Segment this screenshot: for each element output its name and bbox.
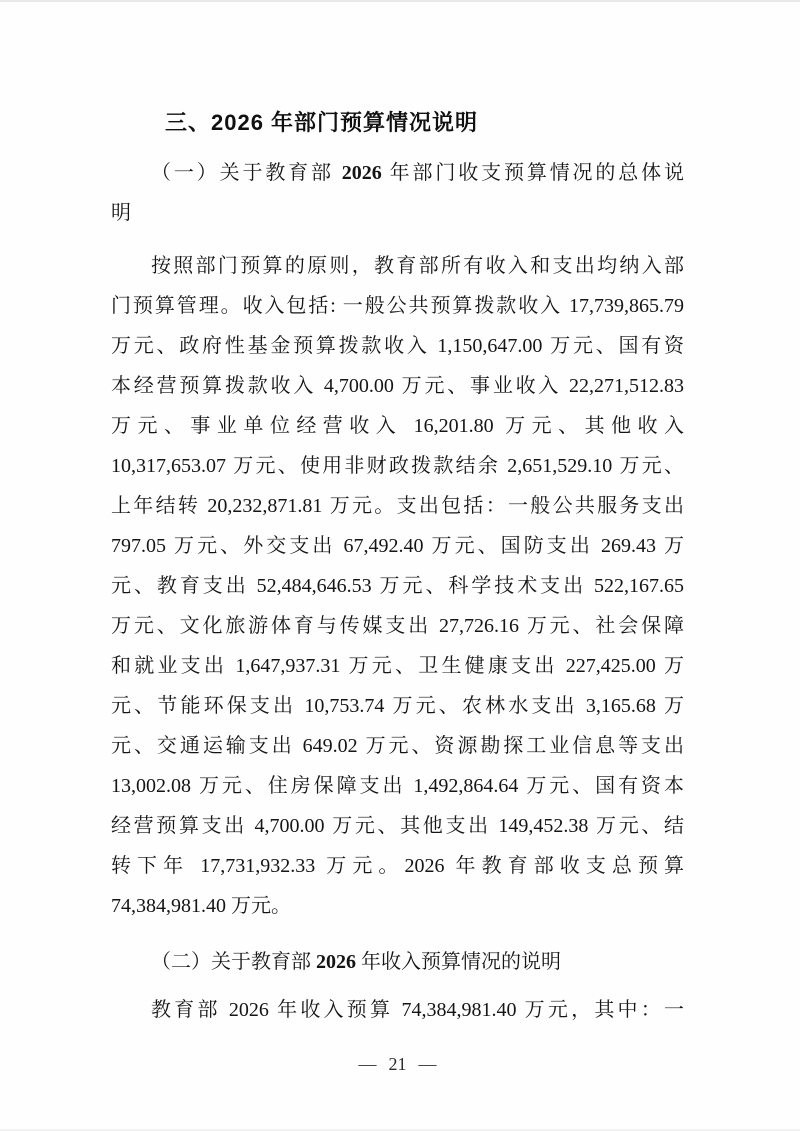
text-line: 元、交通运输支出 649.02 万元、资源勘探工业信息等支出 <box>111 735 684 757</box>
text-line: 转下年 17,731,932.33 万元。2026 年教育部收支总预算 <box>111 855 684 877</box>
page-number: 21 <box>388 1054 407 1074</box>
text-line: 797.05 万元、外交支出 67,492.40 万元、国防支出 269.43 万 <box>111 535 684 557</box>
page-footer <box>111 1044 684 1084</box>
subsection-2-title-post: 年收入预算情况的说明 <box>356 951 561 973</box>
text-line: 74,384,981.40 万元。 <box>111 895 291 917</box>
footer-dash-left: — <box>358 1054 377 1074</box>
text-line: 和就业支出 1,647,937.31 万元、卫生健康支出 227,425.00 万 <box>111 655 684 677</box>
text-line: 经营预算支出 4,700.00 万元、其他支出 149,452.38 万元、结 <box>111 815 684 837</box>
subsection-1-title-year: 2026 <box>341 162 382 184</box>
text-line: 万元、政府性基金预算拨款收入 1,150,647.00 万元、国有资 <box>111 335 684 357</box>
text-line <box>111 153 684 193</box>
text-line: 按照部门预算的原则，教育部所有收入和支出均纳入部 <box>151 255 684 277</box>
subsection-1-title <box>111 153 684 233</box>
text-line: 上年结转 20,232,871.81 万元。支出包括：一般公共服务支出 <box>111 495 684 517</box>
text-line: 本经营预算拨款收入 4,700.00 万元、事业收入 22,271,512.83 <box>111 375 684 397</box>
text-line: 万元、文化旅游体育与传媒支出 27,726.16 万元、社会保障 <box>111 615 684 637</box>
subsection-2-title-year: 2026 <box>316 951 356 973</box>
text-line <box>111 942 684 982</box>
text-line: 万元、事业单位经营收入 16,201.80 万元、其他收入 <box>111 415 684 437</box>
text-line: 元、教育支出 52,484,646.53 万元、科学技术支出 522,167.65 <box>111 575 684 597</box>
subsection-1-title-pre: （一）关于教育部 <box>151 162 342 184</box>
footer-dash-right: — <box>418 1054 437 1074</box>
subsection-1-title-post: 年部门收支预算情况的总体说 <box>381 162 685 184</box>
subsection-2-title <box>111 942 684 982</box>
paragraph-overall-budget <box>111 246 684 926</box>
section-heading: 三、2026 年部门预算情况说明 <box>165 110 479 135</box>
subsection-2-title-pre: （二）关于教育部 <box>151 951 316 973</box>
document-content <box>0 103 800 1084</box>
text-line: 明 <box>111 202 131 224</box>
paragraph-income-budget <box>111 990 684 1030</box>
text-line: 10,317,653.07 万元、使用非财政拨款结余 2,651,529.10 万元、 <box>111 455 684 477</box>
text-line: 门预算管理。收入包括: 一般公共预算拨款收入 17,739,865.79 <box>111 295 684 317</box>
text-line: 元、节能环保支出 10,753.74 万元、农林水支出 3,165.68 万 <box>111 695 684 717</box>
text-line: 教育部 2026 年收入预算 74,384,981.40 万元，其中：一 <box>151 999 684 1021</box>
text-line: 13,002.08 万元、住房保障支出 1,492,864.64 万元、国有资本 <box>111 775 684 797</box>
